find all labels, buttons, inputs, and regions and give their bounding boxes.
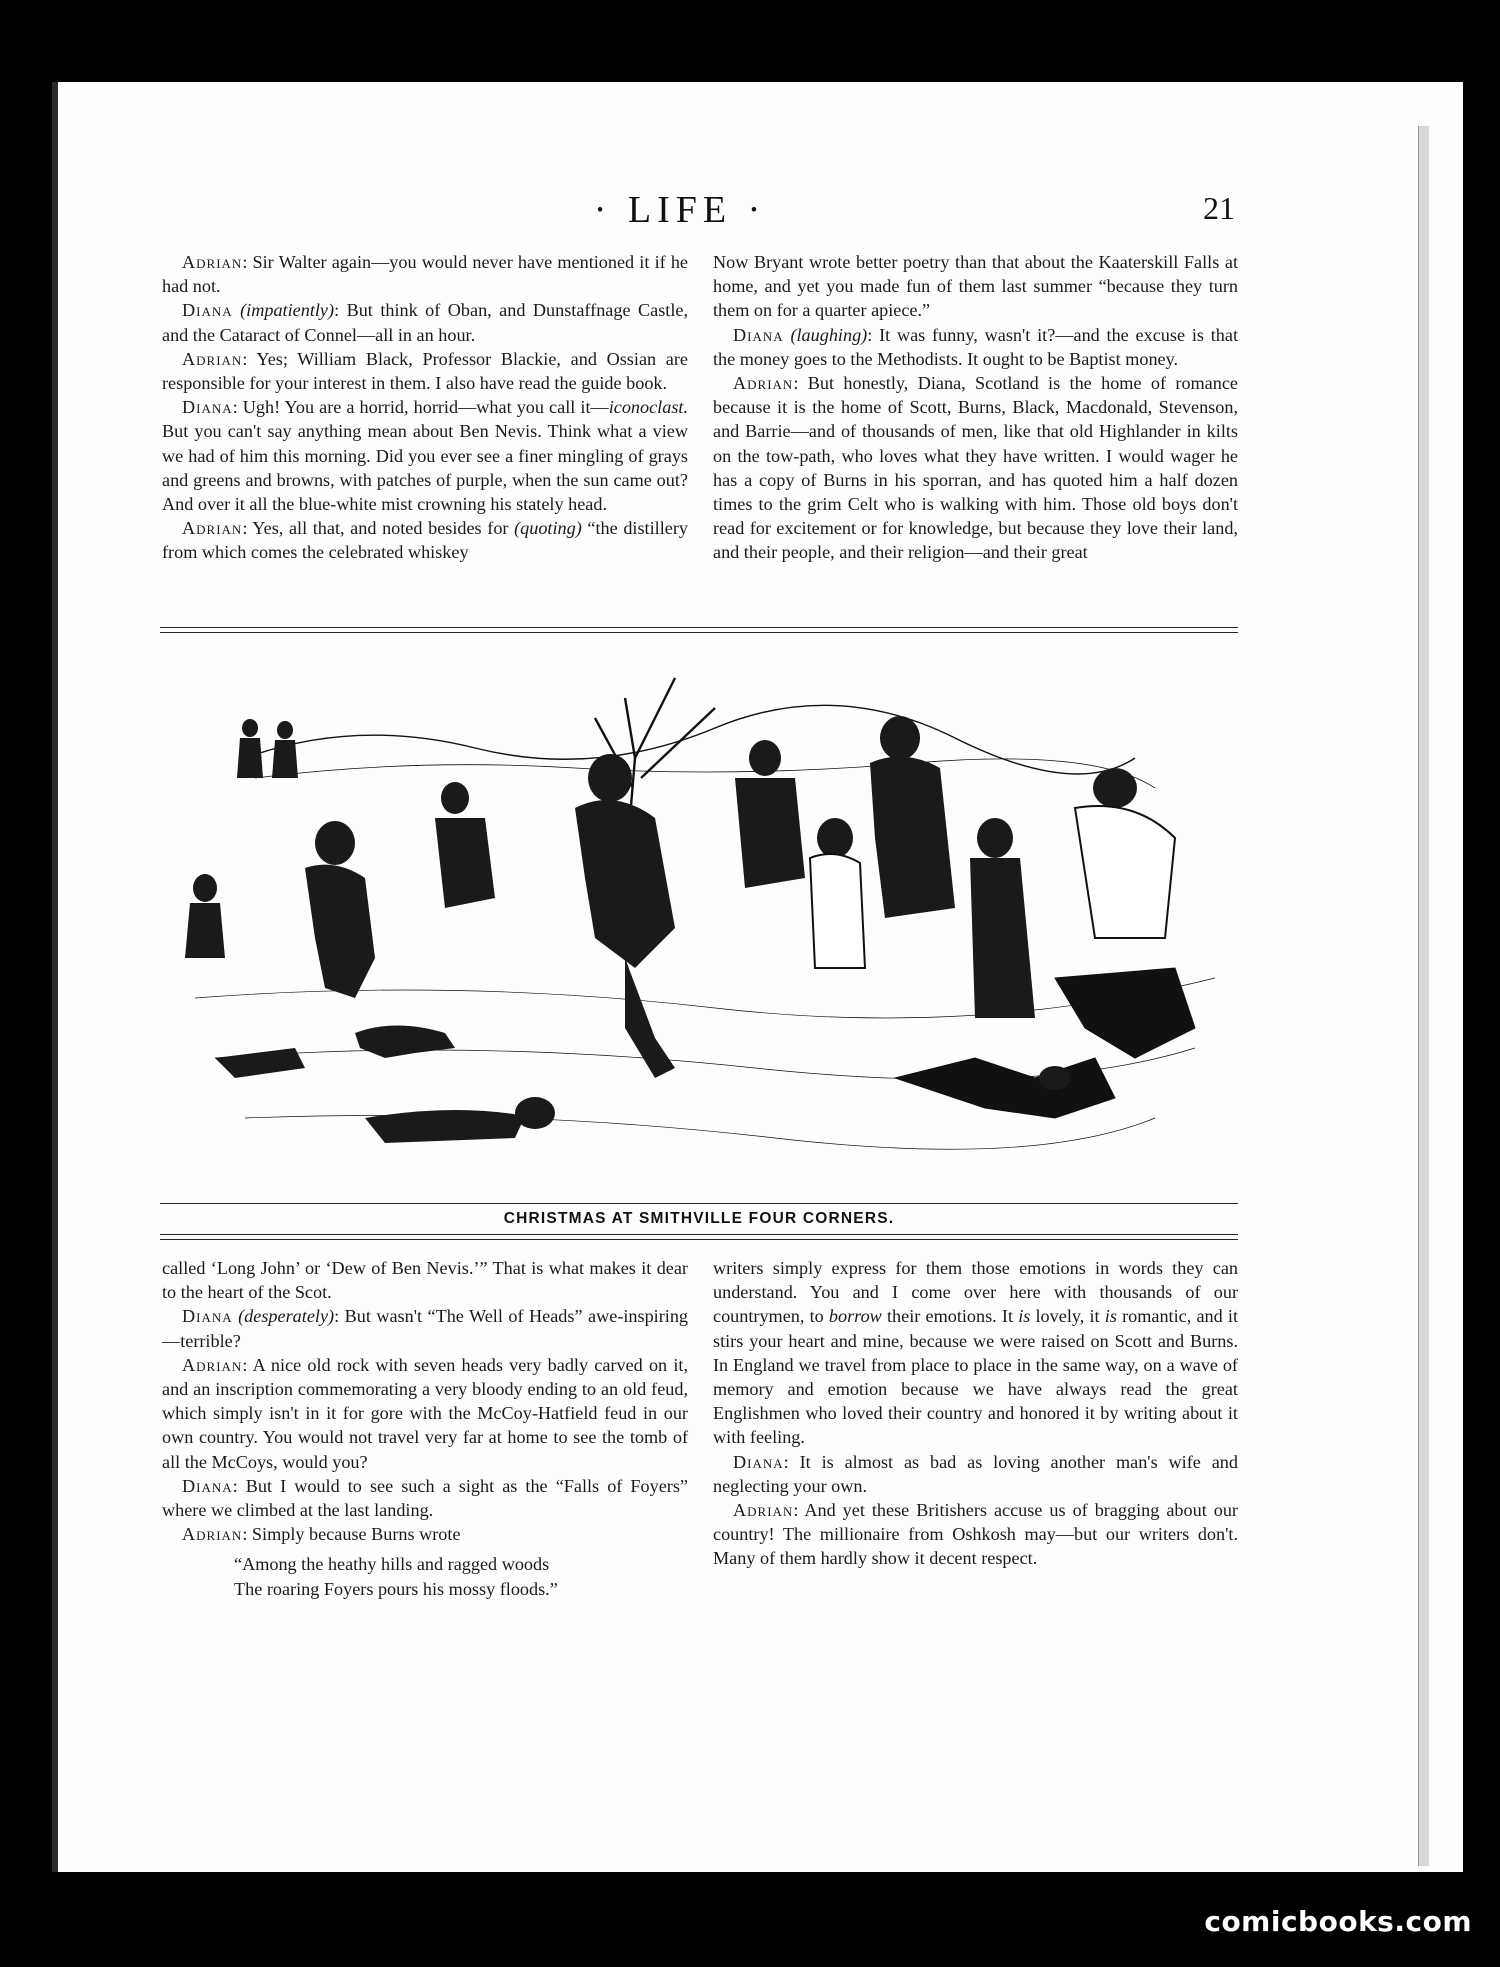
paragraph (162, 516, 688, 564)
scan-border-right (1460, 0, 1500, 1967)
dialogue-text: : Simply because Burns wrote (242, 1524, 461, 1545)
dialogue-text: called ‘Long John’ or ‘Dew of Ben Nevis.’” That is what makes it dear to the heart of the Scot. (162, 1258, 688, 1303)
paragraph (162, 1474, 688, 1522)
paragraph (713, 323, 1238, 371)
dialogue-text: : A nice old rock with seven heads very badly carved on it, and an inscription commemorating a very bloody ending to an old feud, which simply isn't in it for gore with the McCoy-Hatfield feud in our own country. You would not travel very far at home to see the tomb of all the McCoys, would you? (162, 1354, 688, 1472)
stage-direction: (impatiently) (240, 300, 335, 321)
stage-direction: (quoting) (514, 518, 582, 539)
dialogue-text: lovely, it (1030, 1306, 1105, 1327)
speaker-name: Adrian (182, 252, 243, 272)
dialogue-text: writers simply express for them those emotions in words they can understand. You and I come over here with thousands of our countrymen, to (713, 1258, 1238, 1327)
speaker-name: Diana (182, 1475, 233, 1496)
dialogue-text: : It is almost as bad as loving another man's wife and neglecting your own. (713, 1451, 1238, 1496)
speaker-name: Diana (182, 1306, 233, 1327)
speaker-name: Adrian (182, 1354, 243, 1375)
dialogue-text: “the distillery from which comes the celebrated whiskey (162, 518, 688, 563)
dialogue-text: : But I would to see such a sight as the “Falls of Foyers” where we climbed at the last landing. (162, 1475, 688, 1521)
poem-line: “Among the heathy hills and ragged woods (234, 1554, 550, 1575)
dialogue-text: romantic, and it stirs your heart and mine, because we were raised on Scott and Burns. In England we travel from place to place in the same way, on a wave of memory and emotion because we have always read the great Englishmen who loved their country and honored it by writing about it with feeling. (713, 1306, 1238, 1448)
page-number: 21 (1203, 190, 1235, 226)
dialogue-text: : And yet these Britishers accuse us of bragging about our country! The millionaire from Oshkosh may—but our writers don't. Many of them hardly show it decent respect. (713, 1500, 1238, 1569)
stage-direction: (laughing) (790, 324, 868, 345)
scan-border-left (0, 0, 60, 1967)
speaker-name: Diana (182, 397, 233, 418)
paragraph (162, 395, 688, 516)
skating-illustration (155, 638, 1245, 1203)
illustration-caption: CHRISTMAS AT SMITHVILLE FOUR CORNERS. (503, 1210, 895, 1227)
dialogue-text: Now Bryant wrote better poetry than that about the Kaaterskill Falls at home, and yet you made fun of them last summer “because they turn them on for a quarter apiece.” (713, 252, 1238, 321)
emphasis: iconoclast. (608, 397, 688, 418)
divider-rule (160, 1203, 1238, 1204)
divider-rule (160, 632, 1238, 633)
paragraph (162, 1304, 688, 1352)
dialogue-text: : Sir Walter again—you would never have mentioned it if he had not. (162, 252, 688, 297)
paragraph (162, 1256, 688, 1304)
dialogue-text: But you can't say anything mean about Ben Nevis. Think what a view we had of him this morning. Did you ever see a finer mingling of grays and greens and browns, with patches of purple, when the sun came out? And over it all the blue-white mist crowning his stately head. (162, 421, 688, 515)
speaker-name: Adrian (182, 518, 243, 539)
poem-line: The roaring Foyers pours his mossy floods.” (234, 1578, 558, 1599)
paragraph (713, 1498, 1238, 1571)
dialogue-text: : But think of Oban, and Dunstaffnage Castle, and the Cataract of Connel—all in an hour. (162, 300, 689, 345)
speaker-name: Diana (733, 324, 784, 345)
poem-quote (234, 1552, 688, 1600)
emphasis: is (1018, 1306, 1031, 1327)
column-top-right (713, 250, 1238, 565)
speaker-name: Adrian (733, 1500, 794, 1521)
dialogue-text: : Yes; William Black, Professor Blackie, and Ossian are responsible for your interest in them. I also have read the guide book. (162, 348, 688, 394)
paragraph (162, 1353, 688, 1474)
column-bottom-left (162, 1256, 688, 1601)
speaker-name: Diana (182, 300, 233, 321)
divider-rule (160, 1239, 1238, 1240)
paragraph (162, 347, 688, 395)
page-edge (1418, 126, 1429, 1866)
divider-rule (160, 1234, 1238, 1235)
paragraph (162, 1522, 688, 1546)
column-bottom-right (713, 1256, 1238, 1571)
divider-rule (160, 627, 1238, 628)
dialogue-text: : But wasn't “The Well of Heads” awe-inspiring—terrible? (162, 1306, 689, 1351)
speaker-name: Adrian (733, 373, 794, 394)
dialogue-text: : Yes, all that, and noted besides for (242, 518, 515, 539)
watermark-text: comicbooks.com (1204, 1905, 1472, 1938)
emphasis: borrow (828, 1306, 882, 1327)
scan-border-top (0, 0, 1500, 80)
paragraph (162, 250, 688, 298)
paragraph (713, 1256, 1238, 1450)
paragraph (713, 250, 1238, 323)
dialogue-text: : Ugh! You are a horrid, horrid—what you call it— (232, 397, 609, 418)
speaker-name: Adrian (182, 348, 243, 369)
speaker-name: Diana (733, 1451, 784, 1472)
dialogue-text: : It was funny, wasn't it?—and the excuse is that the money goes to the Methodists. It ought to be Baptist money. (713, 324, 1239, 369)
paragraph (713, 1450, 1238, 1498)
paragraph (162, 298, 688, 346)
dialogue-text: their emotions. It (881, 1306, 1019, 1327)
emphasis: is (1104, 1306, 1117, 1327)
magazine-title: · LIFE · (593, 189, 767, 231)
speaker-name: Adrian (182, 1524, 243, 1545)
stage-direction: (desperately) (238, 1306, 335, 1327)
dialogue-text: : But honestly, Diana, Scotland is the home of romance because it is the home of Scott, Burns, Black, Macdonald, Stevenson, and Barrie—and of thousands of men, like that old Highlander in kilts on the tow-path, who loves what they have written. I would wager he has a copy of Burns in his sporran, and has quoted him a half dozen times to the grim Celt who is walking with him. Those old boys don't read for excitement or for knowledge, but because they love their land, and their people, and their religion—and their great (713, 373, 1238, 563)
column-top-left (162, 250, 688, 565)
paragraph (713, 371, 1238, 565)
